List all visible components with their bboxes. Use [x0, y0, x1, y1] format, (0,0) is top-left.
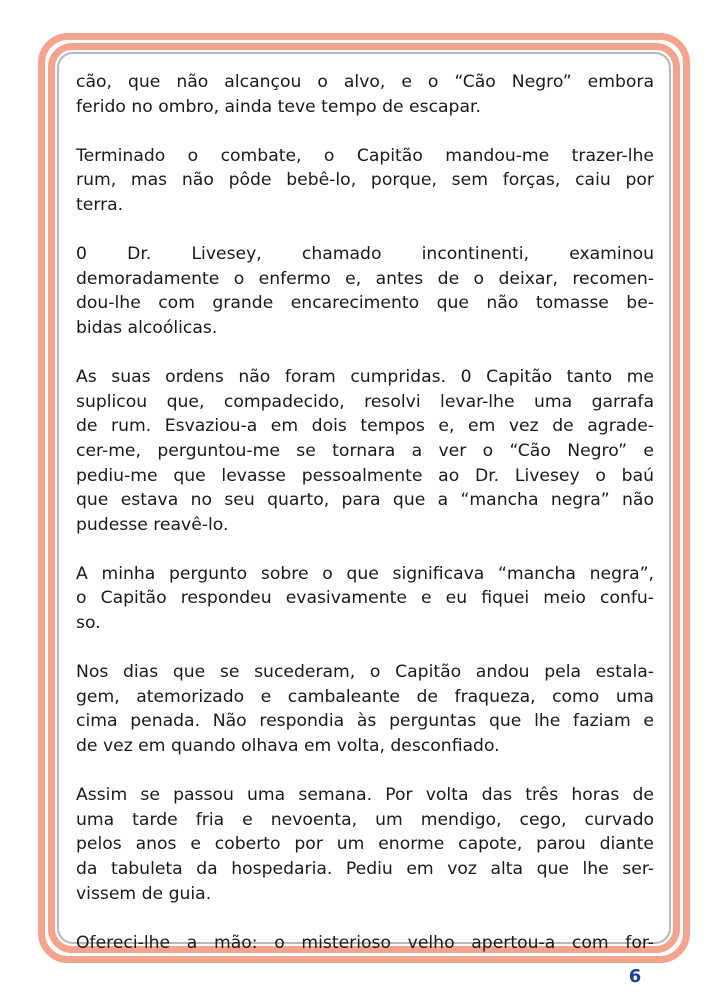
text-line: As suas ordens não foram cumpridas. 0 Capitão tanto me — [76, 367, 654, 388]
text-line: pelos anos e coberto por um enorme capote, parou diante — [76, 834, 654, 855]
text-line: que estava no seu quarto, para que a “mancha negra” não — [76, 490, 654, 511]
text-line: A minha pergunto sobre o que significava “mancha negra”, — [76, 563, 654, 584]
text-line: demoradamente o enfermo e, antes de o deixar, recomen- — [76, 268, 654, 289]
text-line: uma tarde fria e nevoenta, um mendigo, cego, curvado — [76, 809, 654, 830]
paragraph-gap — [76, 636, 654, 661]
text-line: ferido no ombro, ainda teve tempo de escapar. — [76, 96, 481, 117]
text-line: bidas alcoólicas. — [76, 317, 218, 338]
text-line: 0 Dr. Livesey, chamado incontinenti, examinou — [76, 244, 654, 265]
text-line: de rum. Esvaziou-a em dois tempos e, em vez de agrade- — [76, 416, 654, 437]
paragraph-gap — [76, 218, 654, 243]
text-line: gem, atemorizado e cambaleante de fraqueza, como uma — [76, 686, 654, 707]
paragraph-gap — [76, 759, 654, 784]
text-line: dou-lhe com grande encarecimento que não tomasse be- — [76, 293, 654, 314]
text-line: vissem de guia. — [76, 883, 212, 904]
text-line: suplicou que, compadecido, resolvi levar-lhe uma garrafa — [76, 391, 654, 412]
page-number: 6 — [628, 966, 642, 987]
text-line: cer-me, perguntou-me se tornara a ver o “Cão Negro” e — [76, 440, 654, 461]
text-line: Ofereci-lhe a mão: o misterioso velho apertou-a com for- — [76, 932, 654, 953]
paragraph-gap — [76, 341, 654, 366]
text-line: pudesse reavê-lo. — [76, 514, 229, 535]
text-line: Terminado o combate, o Capitão mandou-me trazer-lhe — [76, 145, 654, 166]
paragraph-gap — [76, 906, 654, 931]
text-line: Nos dias que se sucederam, o Capitão andou pela estala- — [76, 662, 654, 683]
paragraph-gap — [76, 119, 654, 144]
text-line: de vez em quando olhava em volta, desconfiado. — [76, 736, 500, 757]
text-line: rum, mas não pôde bebê-lo, porque, sem forças, caiu por — [76, 170, 654, 191]
text-line: pediu-me que levasse pessoalmente ao Dr. Livesey o baú — [76, 465, 654, 486]
text-line: Assim se passou uma semana. Por volta das três horas de — [76, 785, 654, 806]
text-line: cão, que não alcançou o alvo, e o “Cão Negro” embora — [76, 72, 654, 92]
paragraph-gap — [76, 537, 654, 562]
text-line: so. — [76, 613, 101, 634]
story-text — [76, 70, 654, 955]
text-line: da tabuleta da hospedaria. Pediu em voz alta que lhe ser- — [76, 859, 654, 879]
text-line: cima penada. Não respondia às perguntas que lhe faziam e — [76, 711, 654, 732]
text-line: o Capitão respondeu evasivamente e eu fiquei meio confu- — [76, 588, 654, 609]
text-line: terra. — [76, 194, 124, 215]
